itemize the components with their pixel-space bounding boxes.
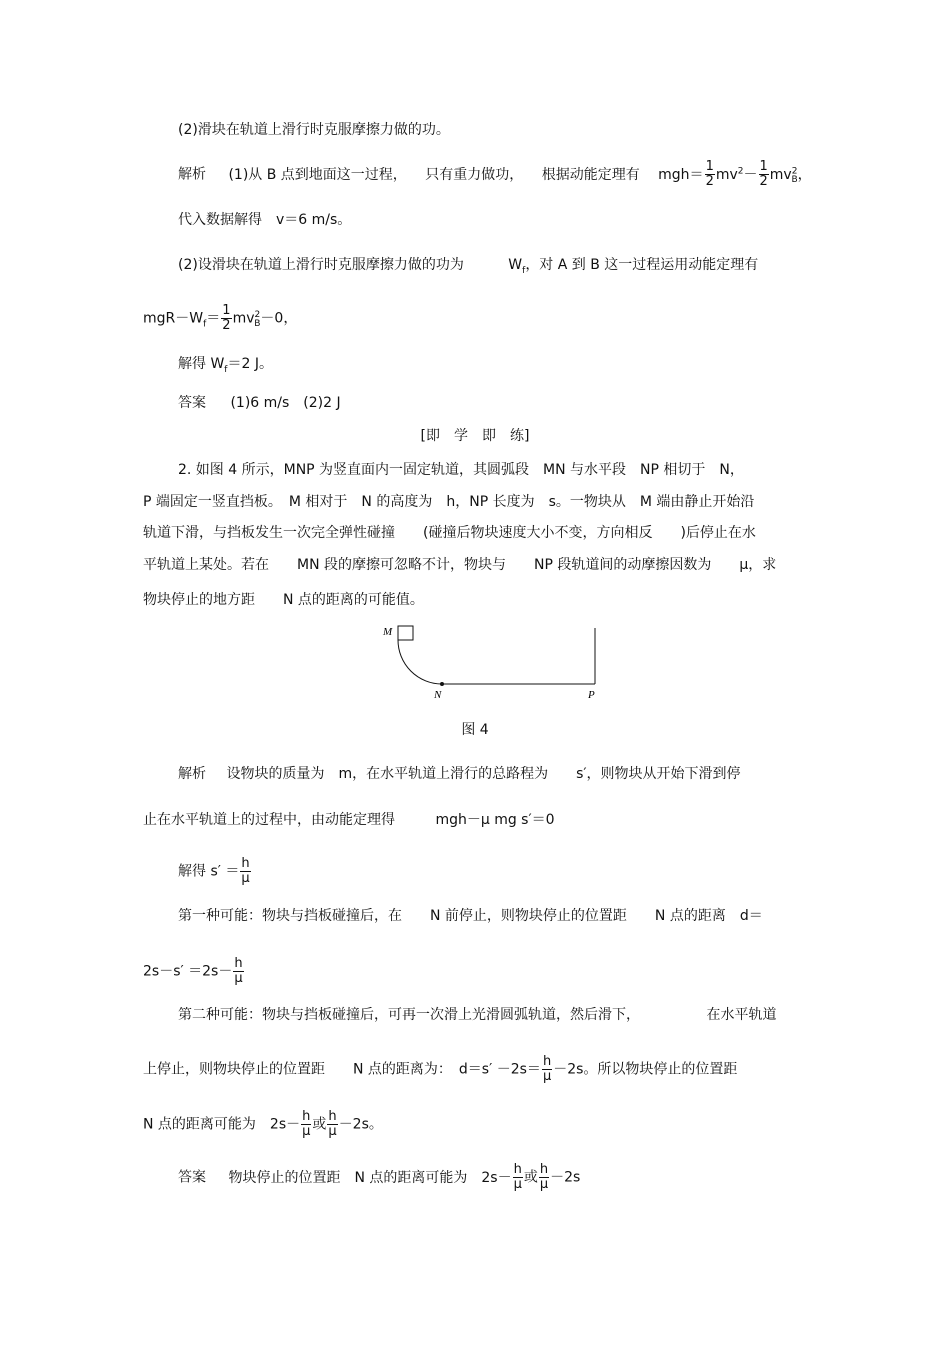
problem-line-5: 物块停止的地方距 N 点的距离的可能值。 — [143, 592, 424, 608]
analysis-line-2: (2)设滑块在轨道上滑行时克服摩擦力做的功为 $W_f$，对 A 到 B 这一过程运用动能定理有 — [178, 257, 759, 276]
fraction-h-mu — [240, 857, 250, 886]
arc-mn — [398, 640, 442, 684]
figure-caption: 图 4 — [461, 722, 489, 738]
solution-line-2 — [143, 810, 555, 830]
case-2-line-2 — [143, 1055, 737, 1084]
solution-line-3a: 解得 s′ ＝ — [178, 863, 240, 880]
fraction-half — [705, 160, 715, 189]
case-2-line-1 — [178, 1005, 776, 1025]
analysis-2c: ，对 A 到 B 这一过程运用动能定理有 — [525, 257, 759, 273]
frac-mu: μ — [539, 1177, 549, 1192]
frac-num: 1 — [705, 159, 714, 174]
case-1-line-1: 第一种可能：物块与挡板碰撞后，在 N 前停止，则物块停止的位置距 N 点的距离 d＝ — [178, 908, 763, 924]
frac-mu: μ — [302, 1124, 311, 1139]
final-answer-tail: －2s — [550, 1169, 581, 1186]
solution-line-2a: 止在水平轨道上的过程中，由动能定理得 — [143, 812, 395, 828]
case-1-line-2 — [143, 957, 245, 986]
block — [398, 626, 413, 640]
final-answer-line — [178, 1163, 580, 1192]
analysis-2b: W — [508, 257, 523, 273]
equation-1: mgh＝ $\frac{1}{2}$ $mv^2-$ $\frac{1}{2}$ $mv^2_B$， — [658, 159, 812, 189]
analysis-2a: (2)设滑块在轨道上滑行时克服摩擦力做的功为 — [178, 257, 464, 273]
analysis-1a: (1)从 B 点到地面这一过程， — [228, 166, 407, 183]
equation-2: $mgR-W_f=$ $\frac{1}{2}$ $mv^2_B-0$， — [143, 303, 298, 333]
fraction-h-mu-6 — [513, 1163, 523, 1192]
solution-equation: mgh－μ mg s′＝0 — [435, 812, 555, 828]
eq1-lhs: mgh＝ — [658, 166, 704, 183]
fraction-h-mu-4 — [301, 1110, 311, 1139]
point-n — [440, 682, 444, 686]
answer-line-1 — [178, 393, 341, 413]
eq1-tail: ， — [797, 166, 812, 183]
question-2-text: (2)滑块在轨道上滑行时克服摩擦力做的功。 — [178, 122, 450, 138]
eq1-minus: － — [743, 166, 758, 183]
eq1-mvb: mv — [769, 166, 792, 183]
case-2b-tail: －2s。所以物块停止的位置距 — [553, 1061, 738, 1078]
eq2-lhs: mgR－W — [143, 310, 204, 327]
frac-h: h — [234, 956, 243, 971]
frac-mu: μ — [513, 1177, 522, 1192]
problem-line-2: P 端固定一竖直挡板。 M 相对于 N 的高度为 h，NP 长度为 s。一物块从 M 端由静止开始沿 — [143, 494, 755, 510]
fraction-h-mu-2 — [233, 957, 243, 986]
final-answer-label: 答案 — [178, 1169, 206, 1186]
label-m: M — [383, 626, 393, 638]
analysis-label: 解析 — [178, 166, 206, 183]
solution-line-1-text: 设物块的质量为 m，在水平轨道上滑行的总路程为 s′，则物块从开始下滑到停 — [226, 766, 741, 782]
substitute-line: 代入数据解得 v＝6 m/s。 — [178, 212, 352, 228]
solution-label: 解析 — [178, 766, 206, 782]
frac-h: h — [542, 1054, 552, 1069]
fraction-half-3 — [221, 304, 231, 333]
fraction-h-mu-5 — [327, 1110, 337, 1139]
solution-line-1 — [178, 764, 741, 784]
answer-text: (1)6 m/s (2)2 J — [230, 395, 341, 411]
analysis-1c: 根据动能定理有 — [541, 166, 640, 183]
label-p: P — [588, 689, 595, 701]
frac-h: h — [328, 1109, 337, 1124]
track-figure — [370, 618, 610, 702]
frac-mu: μ — [328, 1124, 337, 1139]
frac-h: h — [513, 1162, 522, 1177]
case-2b: 上停止，则物块停止的位置距 N 点的距离为： d＝s′ －2s＝ — [143, 1061, 541, 1078]
eq2-eq: ＝ — [206, 310, 221, 327]
or-text: 或 — [312, 1116, 327, 1133]
eq2-end: －0， — [260, 310, 298, 327]
result-tail: ＝2 J。 — [227, 356, 273, 372]
problem-line-1: 2. 如图 4 所示，MNP 为竖直面内一固定轨道，其圆弧段 MN 与水平段 NP 相切于 N， — [178, 462, 744, 478]
frac-den: 2 — [759, 174, 768, 189]
frac-den: 2 — [705, 174, 714, 189]
frac-h: h — [302, 1109, 311, 1124]
case-2a: 第二种可能：物块与挡板碰撞后，可再一次滑上光滑圆弧轨道，然后滑下， — [178, 1007, 640, 1023]
frac-num: 1 — [759, 159, 768, 174]
frac-den: 2 — [222, 318, 231, 333]
case-1b: 2s－s′ ＝2s－ — [143, 963, 233, 980]
case-2a-tail: 在水平轨道 — [706, 1007, 777, 1023]
fraction-half-2 — [759, 160, 769, 189]
analysis-line-1 — [178, 160, 812, 190]
eq1-mv: mv — [715, 166, 738, 183]
case-2c-tail: －2s。 — [338, 1116, 383, 1133]
frac-h: h — [241, 856, 250, 871]
fraction-h-mu-3 — [542, 1055, 552, 1084]
frac-num: 1 — [222, 303, 231, 318]
answer-label: 答案 — [178, 395, 206, 411]
frac-mu: μ — [542, 1069, 552, 1084]
eq2-mv: mv — [232, 310, 255, 327]
frac-h: h — [539, 1162, 549, 1177]
case-2c: N 点的距离可能为 2s－ — [143, 1116, 301, 1133]
analysis-1b: 只有重力做功， — [425, 166, 524, 183]
fraction-h-mu-7 — [539, 1163, 549, 1192]
problem-line-4: 平轨道上某处。若在 MN 段的摩擦可忽略不计，物块与 NP 段轨道间的动摩擦因数为 μ，求 — [143, 557, 777, 573]
case-2-line-3 — [143, 1110, 383, 1139]
frac-mu: μ — [234, 971, 243, 986]
result-line: 解得 $W_f=2$ J。 — [178, 356, 273, 375]
or-text-2: 或 — [523, 1169, 538, 1186]
final-answer-text: 物块停止的位置距 N 点的距离可能为 2s－ — [228, 1169, 512, 1186]
section-title: [即 学 即 练] — [420, 428, 530, 444]
frac-mu: μ — [241, 871, 250, 886]
label-n: N — [434, 689, 442, 701]
problem-line-3: 轨道下滑，与挡板发生一次完全弹性碰撞 (碰撞后物块速度大小不变，方向相反 )后停止在水 — [143, 525, 756, 541]
solution-line-3 — [178, 857, 252, 886]
result-text: 解得 W — [178, 356, 225, 372]
